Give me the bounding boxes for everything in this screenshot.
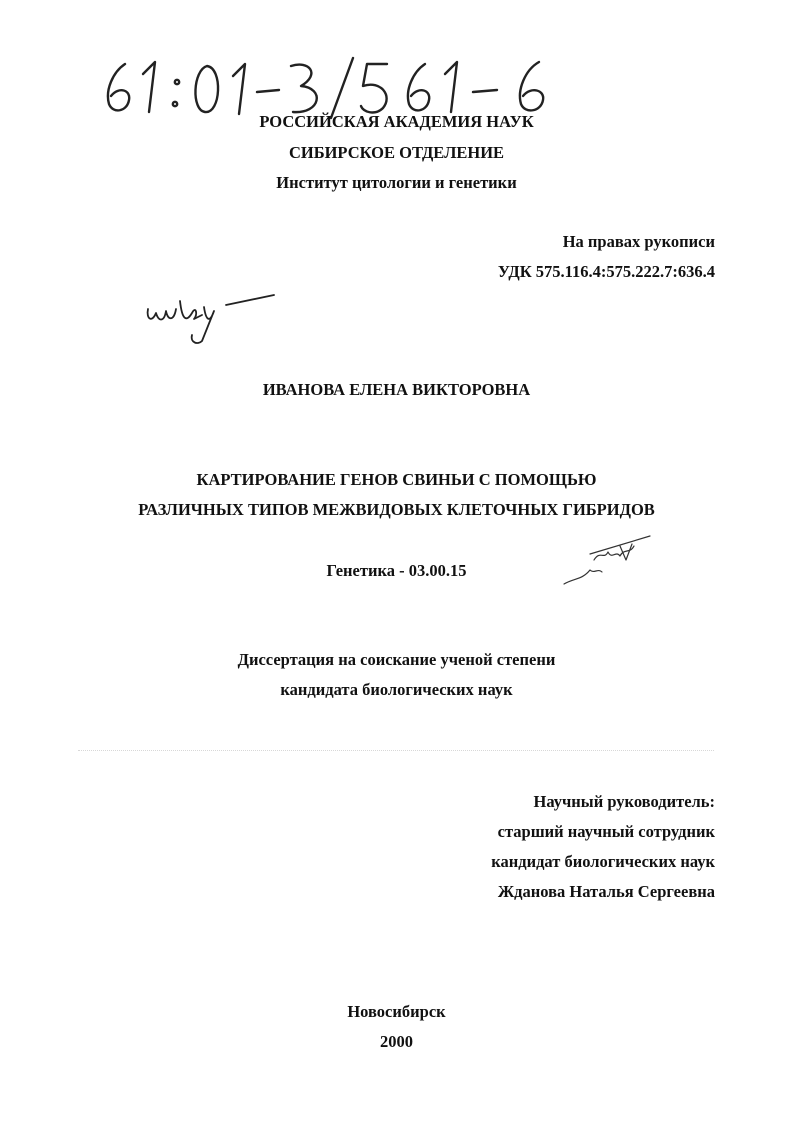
signature — [140, 285, 280, 347]
thesis-title-line-1: КАРТИРОВАНИЕ ГЕНОВ СВИНЬИ С ПОМОЩЬЮ — [196, 470, 597, 489]
thesis-title-line-2: РАЗЛИЧНЫХ ТИПОВ МЕЖВИДОВЫХ КЛЕТОЧНЫХ ГИБРИДОВ — [138, 500, 655, 519]
branch-name: СИБИРСКОЕ ОТДЕЛЕНИЕ — [288, 143, 505, 162]
supervisor-position: старший научный сотрудник — [497, 822, 715, 841]
specialty: Генетика - 03.00.15 — [326, 561, 467, 580]
degree-line-1: Диссертация на соискание ученой степени — [237, 650, 556, 669]
year: 2000 — [380, 1032, 413, 1051]
handwritten-mark — [560, 530, 656, 590]
supervisor-name: Жданова Наталья Сергеевна — [497, 882, 715, 901]
supervisor-degree: кандидат биологических наук — [491, 852, 715, 871]
academy-name: РОССИЙСКАЯ АКАДЕМИЯ НАУК — [259, 112, 534, 131]
udc-code: УДК 575.116.4:575.222.7:636.4 — [497, 262, 715, 281]
manuscript-rights: На правах рукописи — [562, 232, 715, 251]
city: Новосибирск — [347, 1002, 446, 1021]
faint-divider — [78, 750, 714, 751]
degree-line-2: кандидата биологических наук — [280, 680, 513, 699]
author-name: ИВАНОВА ЕЛЕНА ВИКТОРОВНА — [262, 380, 531, 399]
institute-name: Институт цитологии и генетики — [276, 173, 517, 192]
supervisor-heading: Научный руководитель: — [533, 792, 715, 811]
